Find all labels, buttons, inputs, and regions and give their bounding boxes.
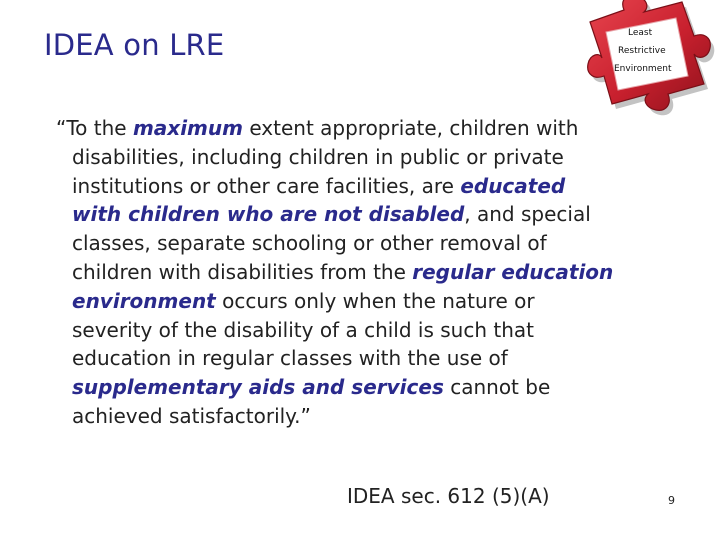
quote-text: “To the — [56, 116, 133, 140]
puzzle-piece-icon — [566, 0, 716, 122]
emphasis-maximum: maximum — [132, 116, 243, 140]
quote-line — [56, 287, 686, 316]
quote-line — [56, 402, 686, 431]
page-number: 9 — [668, 494, 675, 507]
citation: IDEA sec. 612 (5)(A) — [347, 484, 550, 508]
quote-line — [56, 316, 686, 345]
emphasis-educated: educated — [460, 173, 566, 198]
quote-text: institutions or other care facilities, are — [72, 173, 461, 198]
emphasis-not-disabled: with children who are not disabled — [72, 202, 465, 227]
quote-line — [56, 200, 686, 229]
quote-text: cannot be — [443, 375, 551, 400]
quote-text: , and special — [464, 202, 591, 227]
quote-line — [56, 258, 686, 287]
quote-text: occurs only when the nature or — [215, 288, 535, 313]
quote-text: education in regular classes with the use of — [72, 346, 508, 371]
puzzle-text-least: Least — [628, 28, 653, 38]
quote-line — [56, 344, 686, 373]
law-quote — [56, 114, 686, 431]
emphasis-regular-education: regular education — [412, 259, 614, 284]
quote-text: disabilities, including children in public or private — [72, 144, 564, 169]
quote-line — [56, 114, 686, 143]
quote-line — [56, 229, 686, 258]
slide-title: IDEA on LRE — [44, 28, 225, 62]
emphasis-environment: environment — [72, 288, 216, 313]
quote-text: achieved satisfactorily.” — [72, 403, 311, 428]
quote-line — [56, 143, 686, 172]
puzzle-text-restrictive: Restrictive — [618, 46, 666, 56]
quote-line — [56, 373, 686, 402]
quote-text: severity of the disability of a child is such that — [72, 317, 534, 342]
quote-text: children with disabilities from the — [72, 259, 413, 284]
quote-text: extent appropriate, children with — [242, 116, 579, 140]
puzzle-text-environment: Environment — [614, 64, 672, 74]
quote-text: classes, separate schooling or other removal of — [72, 231, 547, 256]
quote-line — [56, 172, 686, 201]
puzzle-piece-graphic — [566, 0, 716, 122]
emphasis-supplementary-aids: supplementary aids and services — [72, 375, 444, 400]
